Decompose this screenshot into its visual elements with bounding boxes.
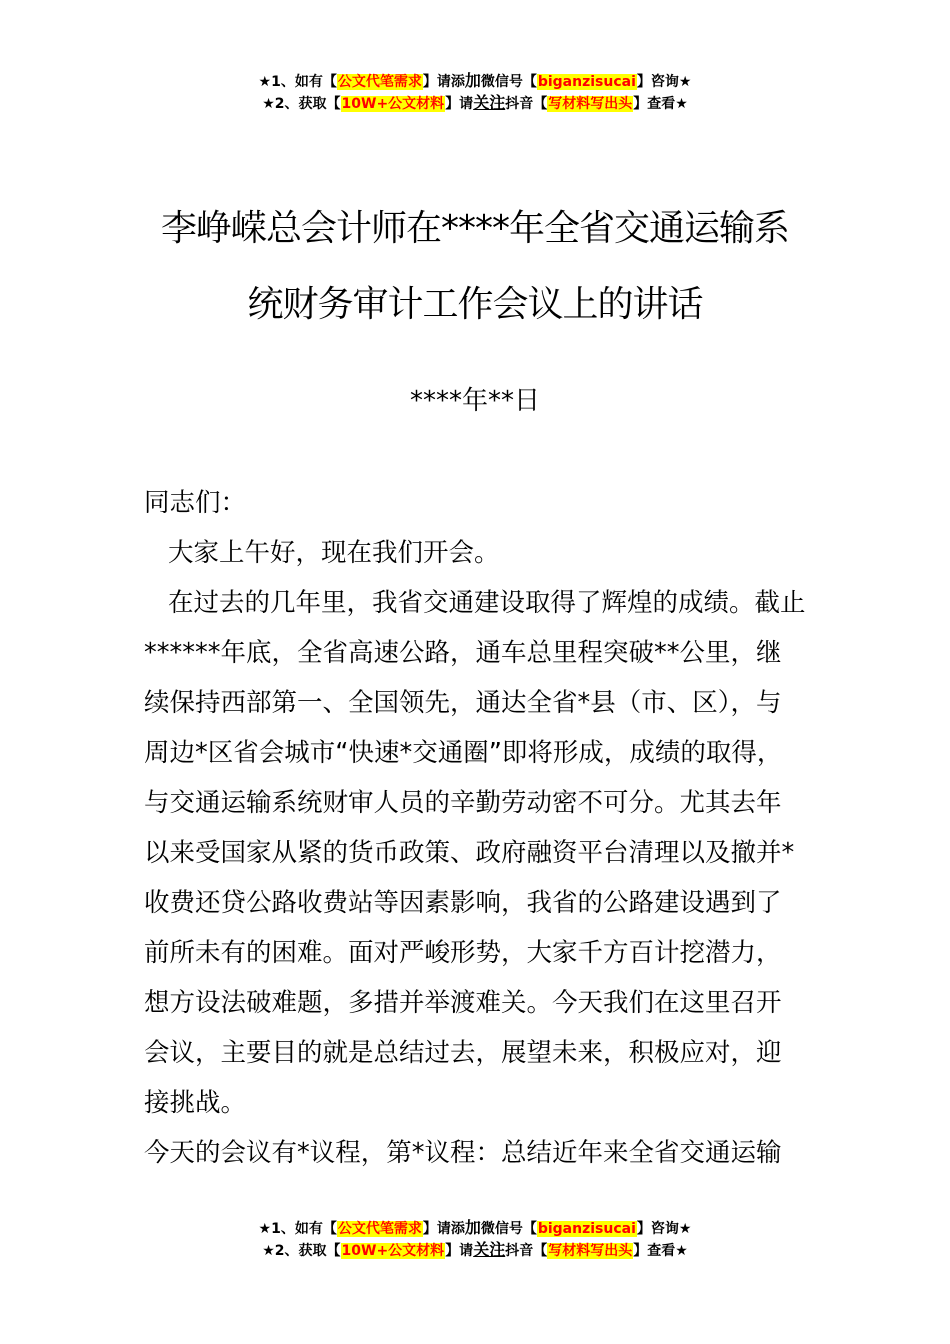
body-line: 前所未有的困难。面对严峻形势，大家千方百计挖潜力， (144, 938, 782, 968)
promo-text: 关注 (473, 93, 506, 112)
document-title-line-1: 李峥嵘总会计师在****年全省交通运输系 (160, 208, 789, 249)
body-line: 接挑战。 (144, 1088, 247, 1118)
document-title-line-2: 统财务审计工作会议上的讲话 (247, 284, 703, 325)
promo-highlight: 公文代笔需求 (337, 1221, 422, 1237)
promo-text: 】查看★ (633, 96, 688, 112)
document-body (144, 478, 844, 1178)
promo-line-1 (0, 70, 950, 92)
promo-text: 微信号【 (480, 1221, 537, 1237)
body-line: 与交通运输系统财审人员的辛勤劳动密不可分。尤其去年 (144, 788, 782, 818)
promo-banner-top (0, 70, 950, 114)
promo-line-2 (0, 1239, 950, 1261)
promo-highlight: 10W+公文材料 (341, 96, 445, 112)
promo-text: ★2、获取【 (262, 96, 341, 112)
body-line: 在过去的几年里，我省交通建设取得了辉煌的成绩。截止 (168, 588, 806, 618)
body-line: 续保持西部第一、全国领先，通达全省*县（市、区），与 (144, 688, 782, 718)
promo-text: 抖音【 (505, 96, 548, 112)
promo-banner-bottom (0, 1217, 950, 1261)
promo-highlight: 公文代笔需求 (337, 74, 422, 90)
body-line: 大家上午好，现在我们开会。 (168, 538, 500, 568)
promo-text: 】查看★ (633, 1243, 688, 1259)
promo-text: 】咨询★ (636, 1221, 692, 1237)
body-line: ******年底，全省高速公路，通车总里程突破**公里，继 (144, 638, 782, 668)
body-line: 今天的会议有*议程，第*议程：总结近年来全省交通运输 (144, 1138, 782, 1168)
promo-text: ★2、获取【 (262, 1243, 341, 1259)
promo-highlight: 10W+公文材料 (341, 1243, 445, 1259)
body-line: 周边*区省会城市“快速*交通圈”即将形成，成绩的取得， (144, 738, 783, 768)
promo-text: 抖音【 (505, 1243, 548, 1259)
promo-text: 】咨询★ (636, 74, 692, 90)
promo-highlight: biganzisucai (537, 1221, 636, 1237)
promo-highlight: biganzisucai (537, 74, 636, 90)
promo-text: 】请添 (422, 1221, 465, 1237)
promo-text: 】请 (445, 96, 474, 112)
body-line: 会议，主要目的就是总结过去，展望未来，积极应对，迎 (144, 1038, 782, 1068)
promo-text: 加 (464, 71, 481, 90)
document-date: ****年**日 (409, 386, 540, 416)
promo-line-2 (0, 92, 950, 114)
promo-text: 微信号【 (480, 74, 537, 90)
promo-line-1 (0, 1217, 950, 1239)
promo-text: 】请添 (422, 74, 465, 90)
promo-text: 加 (464, 1218, 481, 1237)
body-line: 以来受国家从紧的货币政策、政府融资平台清理以及撤并* (144, 838, 795, 868)
promo-text: 关注 (473, 1240, 506, 1259)
promo-text: 】请 (445, 1243, 474, 1259)
body-line: 收费还贷公路收费站等因素影响，我省的公路建设遇到了 (144, 888, 782, 918)
body-line: 想方设法破难题，多措并举渡难关。今天我们在这里召开 (144, 988, 782, 1018)
promo-highlight: 写材料写出头 (548, 1243, 633, 1259)
promo-highlight: 写材料写出头 (548, 96, 633, 112)
salutation: 同志们： (144, 488, 247, 518)
promo-text: ★1、如有【 (258, 1221, 337, 1237)
promo-text: ★1、如有【 (258, 74, 337, 90)
